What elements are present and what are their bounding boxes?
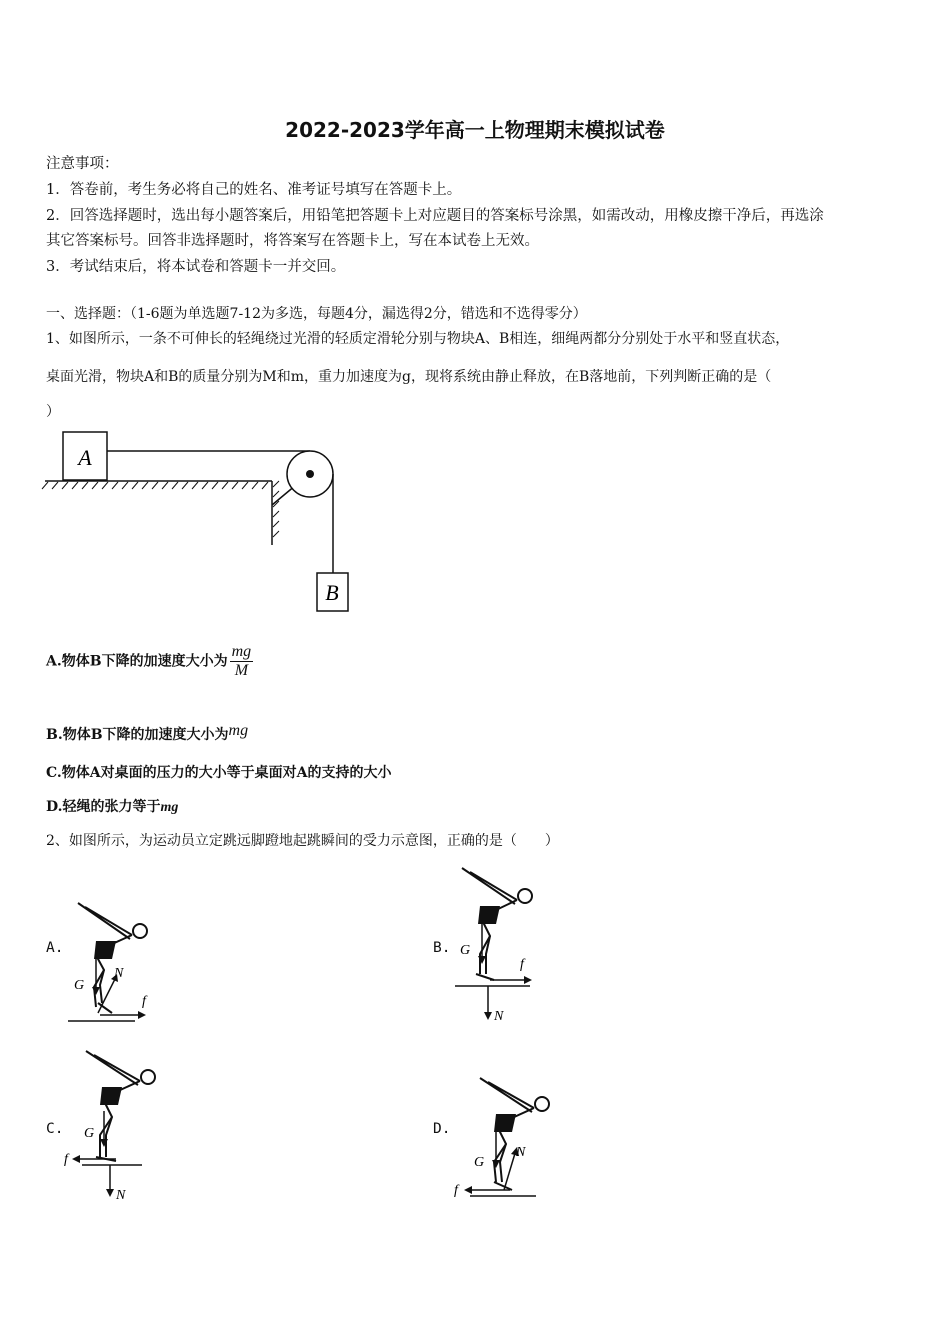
notice-heading: 注意事项：: [46, 156, 119, 172]
jumper-shorts: [478, 906, 500, 924]
normal-arrowhead: [484, 1012, 492, 1020]
q2-option-d-label[interactable]: D.: [433, 1121, 451, 1137]
notice-item-2-line-2: 其它答案标号。回答非选择题时，将答案写在答题卡上，写在本试卷上无效。: [46, 233, 539, 249]
n-label: N: [516, 1145, 526, 1160]
block-a-label: A: [78, 445, 92, 470]
g-label: G: [474, 1155, 485, 1170]
gravity-arrowhead: [92, 987, 100, 995]
normal-arrowhead: [106, 1189, 114, 1197]
q1-option-b-value: mg: [228, 722, 249, 739]
friction-arrowhead: [138, 1011, 146, 1019]
q2-option-d-figure: [450, 1070, 560, 1205]
q1-option-d[interactable]: [46, 796, 178, 816]
f-label: f: [454, 1183, 458, 1198]
jumper-figure: [78, 903, 147, 1013]
q2-option-a-figure: [60, 895, 170, 1030]
n-label: N: [116, 1188, 126, 1203]
notice-item-1: 1．答卷前，考生务必将自己的姓名、准考证号填写在答题卡上。: [46, 182, 462, 198]
q1-option-a-fraction: [230, 643, 254, 680]
n-label: N: [494, 1009, 504, 1024]
q1-option-d-value: mg: [160, 800, 179, 815]
q1-stem-line-2: 桌面光滑，物块A和B的质量分别为M和m，重力加速度为g，现将系统由静止释放，在B落地前，下列判断正确的是（: [46, 369, 772, 385]
q2-option-b-label[interactable]: B.: [433, 940, 451, 956]
section-1-heading: 一、选择题：（1-6题为单选题7-12为多选，每题4分，漏选得2分，错选和不选得零分）: [46, 306, 587, 322]
q2-option-c-figure: [60, 1045, 170, 1205]
jumper-figure: [86, 1051, 155, 1161]
f-label: f: [520, 957, 524, 972]
notice-item-3: 3．考试结束后，将本试卷和答题卡一并交回。: [46, 259, 346, 275]
block-b-label: B: [325, 580, 339, 605]
jumper-shorts: [494, 1114, 516, 1132]
n-label: N: [114, 966, 124, 981]
f-label: f: [64, 1152, 68, 1167]
friction-arrowhead: [524, 976, 532, 984]
q1-option-b[interactable]: [46, 724, 248, 744]
exam-title: 2022-2023学年高一上物理期末模拟试卷: [285, 118, 665, 142]
f-label: f: [142, 994, 146, 1009]
q1-stem-line-3: ）: [46, 404, 60, 420]
q1-option-a[interactable]: [46, 643, 253, 680]
q1-option-b-text: B.物体B下降的加速度大小为: [46, 727, 229, 743]
notice-item-2-line-1: 2．回答选择题时，选出每小题答案后，用铅笔把答题卡上对应题目的答案标号涂黑，如需改动，用橡皮擦干净后，再选涂: [46, 208, 824, 224]
jumper-shorts: [94, 941, 116, 959]
friction-arrowhead: [464, 1186, 472, 1194]
g-label: G: [460, 943, 471, 958]
friction-arrowhead: [72, 1155, 80, 1163]
jumper-shorts: [100, 1087, 122, 1105]
normal-arrow: [504, 1150, 516, 1190]
q2-option-b-figure: [450, 862, 560, 1027]
q1-option-d-text: D.轻绳的张力等于: [46, 799, 161, 815]
table-hatching: [42, 482, 268, 489]
fraction-denominator: M: [234, 662, 249, 679]
q2-option-c-label[interactable]: C.: [46, 1121, 64, 1137]
wall-hatching: [273, 481, 279, 537]
g-label: G: [84, 1126, 95, 1141]
pulley-axle: [306, 470, 314, 478]
g-label: G: [74, 978, 85, 993]
q2-stem: 2、如图所示，为运动员立定跳远脚蹬地起跳瞬间的受力示意图，正确的是（ ）: [46, 833, 559, 849]
fraction-numerator: mg: [231, 643, 252, 660]
jumper-figure: [480, 1078, 549, 1190]
q1-option-c[interactable]: C.物体A对桌面的压力的大小等于桌面对A的支持的大小: [46, 765, 392, 781]
q1-option-a-text: A.物体B下降的加速度大小为: [46, 653, 228, 670]
q1-pulley-figure: [40, 425, 360, 615]
q1-stem-line-1: 1、如图所示，一条不可伸长的轻绳绕过光滑的轻质定滑轮分别与物块A、B相连，细绳两都分分别处于水平和竖直状态，: [46, 331, 790, 347]
q2-option-a-label[interactable]: A.: [46, 940, 64, 956]
